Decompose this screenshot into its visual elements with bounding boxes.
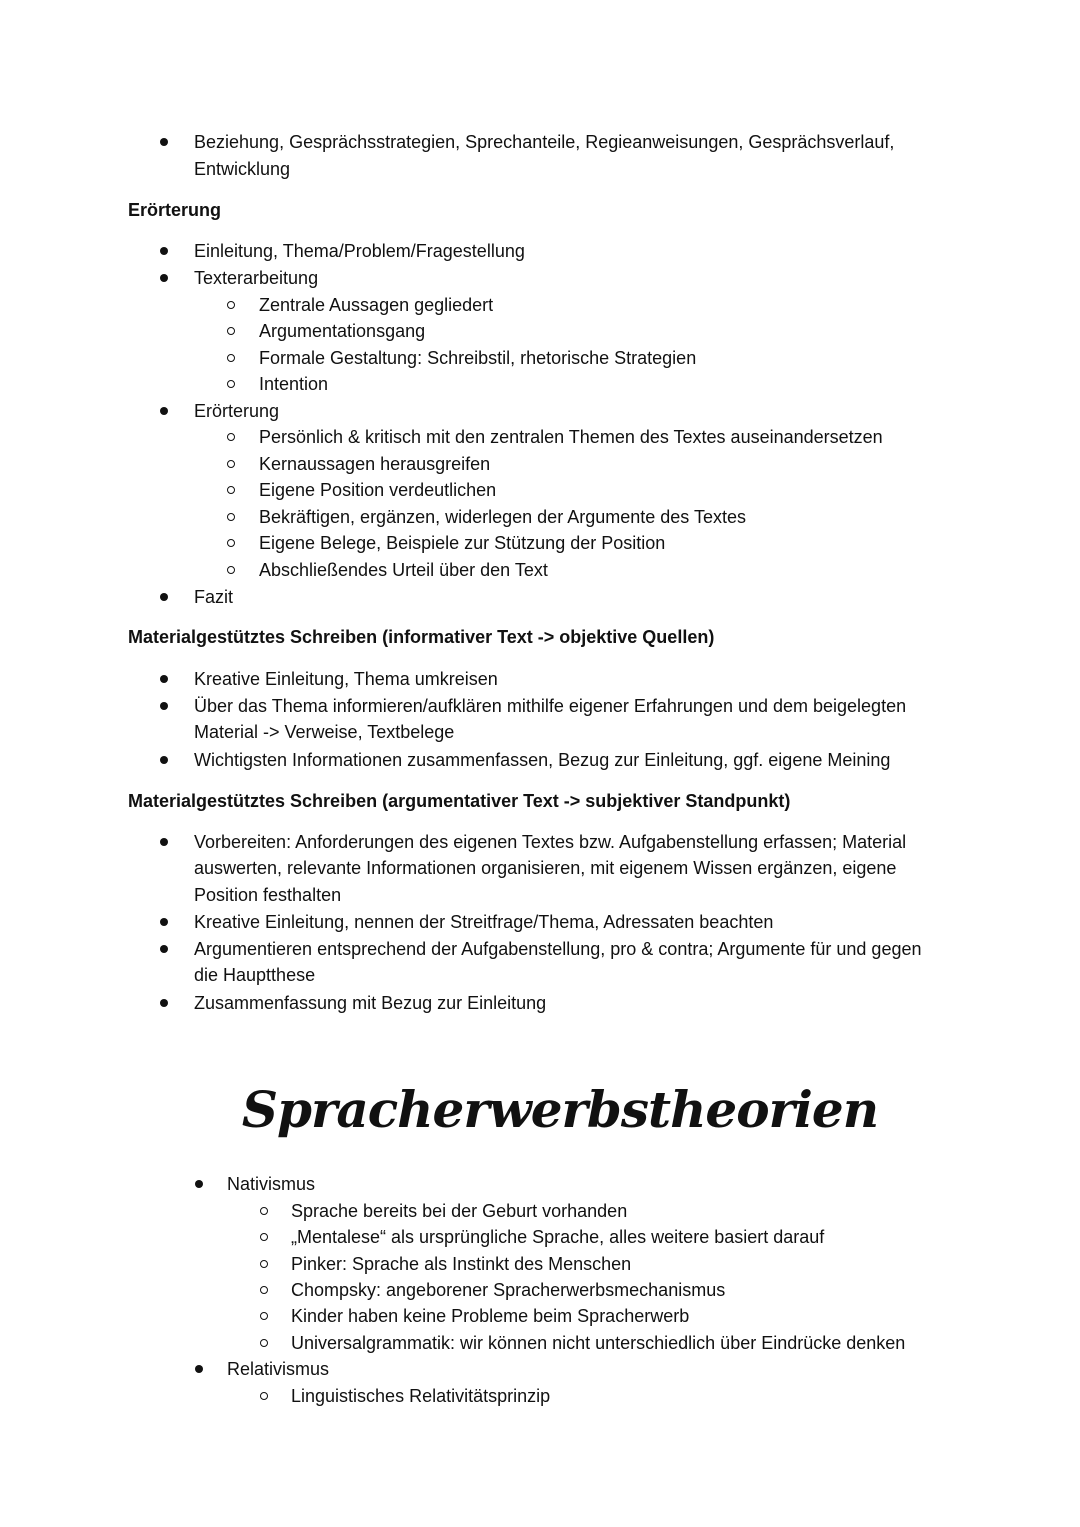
bullet — [160, 138, 168, 146]
list-item-continuation: Position festhalten — [194, 885, 342, 905]
sub-list-item: Zentrale Aussagen gegliedert — [259, 295, 494, 315]
sub-bullet — [227, 513, 235, 521]
sub-bullet — [227, 433, 235, 441]
sub-list-item: Abschließendes Urteil über den Text — [259, 560, 548, 580]
sub-list-item: Pinker: Sprache als Instinkt des Menschen — [291, 1254, 632, 1274]
bullet — [160, 945, 168, 953]
list-item: Über das Thema informieren/aufklären mithilfe eigener Erfahrungen und dem beigelegten — [194, 696, 907, 716]
sub-bullet — [260, 1312, 268, 1320]
sub-bullet — [227, 486, 235, 494]
list-item-continuation: auswerten, relevante Informationen organisieren, mit eigenem Wissen ergänzen, eigene — [194, 858, 897, 878]
sub-list-item: Universalgrammatik: wir können nicht unterschiedlich über Eindrücke denken — [291, 1333, 906, 1353]
sub-bullet — [260, 1207, 268, 1215]
bullet — [160, 918, 168, 926]
list-item: Wichtigsten Informationen zusammenfassen, Bezug zur Einleitung, ggf. eigene Meining — [194, 750, 891, 770]
sub-list-item: Eigene Belege, Beispiele zur Stützung der Position — [259, 533, 666, 553]
sub-list-item: Sprache bereits bei der Geburt vorhanden — [291, 1201, 628, 1221]
bullet — [160, 407, 168, 415]
section-heading-eroerterung: Erörterung — [128, 200, 222, 220]
bullet — [160, 756, 168, 764]
sub-bullet — [227, 539, 235, 547]
bullet — [195, 1365, 203, 1373]
list-item: Beziehung, Gesprächsstrategien, Sprechanteile, Regieanweisungen, Gesprächsverlauf, — [194, 132, 895, 152]
sub-list-item: Formale Gestaltung: Schreibstil, rhetorische Strategien — [259, 348, 697, 368]
sub-list-item: Argumentationsgang — [259, 321, 426, 341]
list-item: Kreative Einleitung, nennen der Streitfrage/Thema, Adressaten beachten — [194, 912, 774, 932]
sub-bullet — [227, 301, 235, 309]
bullet — [160, 999, 168, 1007]
sub-list-item: Kernaussagen herausgreifen — [259, 454, 491, 474]
sub-bullet — [260, 1286, 268, 1294]
sub-list-item: Intention — [259, 374, 329, 394]
list-item: Argumentieren entsprechend der Aufgabenstellung, pro & contra; Argumente für und gegen — [194, 939, 922, 959]
sub-bullet — [260, 1339, 268, 1347]
sub-bullet — [227, 354, 235, 362]
list-item: Erörterung — [194, 401, 280, 421]
bullet — [160, 593, 168, 601]
sub-bullet — [260, 1260, 268, 1268]
sub-list-item: „Mentalese“ als ursprüngliche Sprache, alles weitere basiert darauf — [291, 1227, 825, 1247]
bullet — [160, 247, 168, 255]
list-item: Vorbereiten: Anforderungen des eigenen Textes bzw. Aufgabenstellung erfassen; Material — [194, 832, 907, 852]
sub-bullet — [227, 460, 235, 468]
list-item-continuation: Material -> Verweise, Textbelege — [194, 722, 455, 742]
page-title: Spracherwerbstheorien — [241, 1080, 879, 1139]
bullet — [160, 702, 168, 710]
bullet — [195, 1180, 203, 1188]
sub-list-item: Eigene Position verdeutlichen — [259, 480, 497, 500]
sub-bullet — [227, 566, 235, 574]
list-item: Nativismus — [227, 1174, 316, 1194]
bullet — [160, 675, 168, 683]
sub-list-item: Chompsky: angeborener Spracherwerbsmechanismus — [291, 1280, 726, 1300]
list-item: Fazit — [194, 587, 234, 607]
section-heading-material-argumentativ: Materialgestütztes Schreiben (argumentativer Text -> subjektiver Standpunkt) — [128, 791, 791, 811]
bullet — [160, 274, 168, 282]
sub-bullet — [227, 380, 235, 388]
list-item-continuation: die Hauptthese — [194, 965, 316, 985]
list-item-continuation: Entwicklung — [194, 159, 291, 179]
sub-list-item: Bekräftigen, ergänzen, widerlegen der Argumente des Textes — [259, 507, 746, 527]
sub-bullet — [260, 1392, 268, 1400]
list-item: Einleitung, Thema/Problem/Fragestellung — [194, 241, 525, 261]
list-item: Kreative Einleitung, Thema umkreisen — [194, 669, 498, 689]
sub-bullet — [260, 1233, 268, 1241]
section-heading-material-informativ: Materialgestütztes Schreiben (informativer Text -> objektive Quellen) — [128, 627, 715, 647]
sub-bullet — [227, 327, 235, 335]
sub-list-item: Linguistisches Relativitätsprinzip — [291, 1386, 551, 1406]
list-item: Zusammenfassung mit Bezug zur Einleitung — [194, 993, 547, 1013]
list-item: Relativismus — [227, 1359, 330, 1379]
list-item: Texterarbeitung — [194, 268, 319, 288]
bullet — [160, 838, 168, 846]
sub-list-item: Persönlich & kritisch mit den zentralen Themen des Textes auseinandersetzen — [259, 427, 883, 447]
sub-list-item: Kinder haben keine Probleme beim Spracherwerb — [291, 1306, 690, 1326]
